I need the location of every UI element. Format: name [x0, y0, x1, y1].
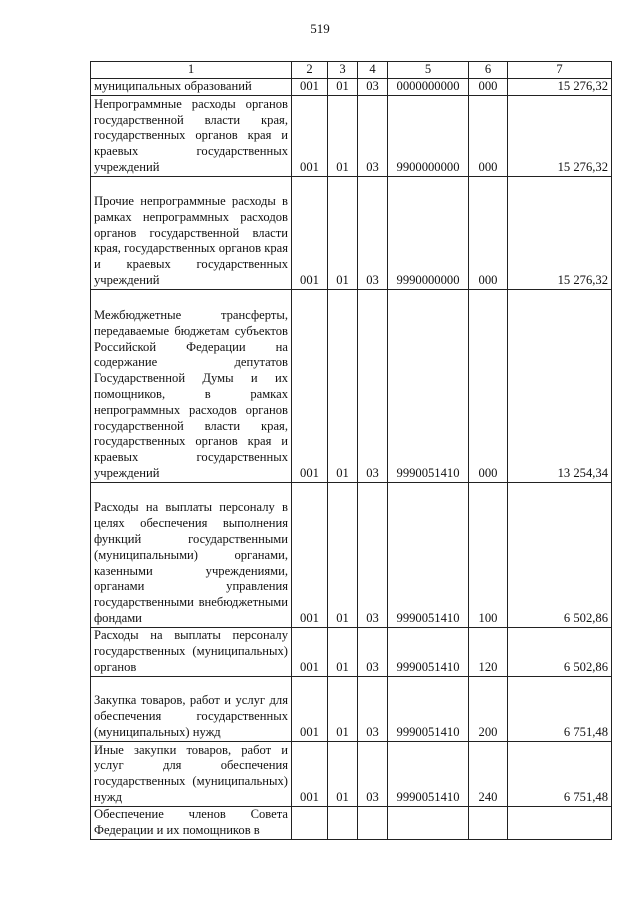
- row-code-6: 000: [469, 78, 508, 95]
- table-row: [91, 741, 612, 806]
- row-code-6: 240: [469, 741, 508, 806]
- row-code-4: 03: [358, 289, 388, 482]
- page-number: 519: [310, 21, 330, 36]
- row-description: Непрограммные расходы органов государственной власти края, государственных органов края и краевых государственных учреждений: [91, 95, 292, 176]
- table-row: [91, 806, 612, 839]
- row-code-6: 000: [469, 289, 508, 482]
- table-row: [91, 482, 612, 627]
- row-code-4: 03: [358, 627, 388, 676]
- row-amount: 6 502,86: [508, 482, 612, 627]
- budget-table: [90, 61, 612, 840]
- row-code-5: 9990051410: [388, 627, 469, 676]
- row-description: Иные закупки товаров, работ и услуг для обеспечения государственных (муниципальных) нужд: [91, 741, 292, 806]
- row-code-5: 0000000000: [388, 78, 469, 95]
- header-cell: 2: [292, 62, 328, 79]
- row-description: Расходы на выплаты персоналу в целях обеспечения выполнения функций государственными (муниципальными) органами, казенными учреждениями, органами управления государственными внебюджетными фондами: [91, 482, 292, 627]
- row-amount: 15 276,32: [508, 78, 612, 95]
- row-amount: 15 276,32: [508, 176, 612, 289]
- row-code-4: 03: [358, 95, 388, 176]
- table-row: [91, 176, 612, 289]
- row-description: муниципальных образований: [91, 78, 292, 95]
- row-amount: 15 276,32: [508, 95, 612, 176]
- row-code-5: 9990051410: [388, 741, 469, 806]
- row-code-2: 001: [292, 176, 328, 289]
- row-code-6: [469, 806, 508, 839]
- row-description: Прочие непрограммные расходы в рамках непрограммных расходов органов государственной власти края, государственных органов края и краевых государственных учреждений: [91, 176, 292, 289]
- row-code-2: 001: [292, 78, 328, 95]
- row-amount: [508, 806, 612, 839]
- row-code-6: 120: [469, 627, 508, 676]
- header-cell: 5: [388, 62, 469, 79]
- table-row: [91, 78, 612, 95]
- row-code-6: 200: [469, 676, 508, 741]
- row-code-2: 001: [292, 289, 328, 482]
- row-amount: 6 751,48: [508, 741, 612, 806]
- row-code-3: 01: [328, 627, 358, 676]
- table-header-row: [91, 62, 612, 79]
- row-code-3: [328, 806, 358, 839]
- row-code-6: 000: [469, 176, 508, 289]
- row-amount: 13 254,34: [508, 289, 612, 482]
- row-code-6: 100: [469, 482, 508, 627]
- row-description: Расходы на выплаты персоналу государственных (муниципальных) органов: [91, 627, 292, 676]
- table-row: [91, 95, 612, 176]
- table-row: [91, 289, 612, 482]
- row-code-3: 01: [328, 482, 358, 627]
- header-cell: 3: [328, 62, 358, 79]
- row-code-3: 01: [328, 78, 358, 95]
- table-row: [91, 676, 612, 741]
- row-code-3: 01: [328, 95, 358, 176]
- row-code-4: 03: [358, 482, 388, 627]
- row-code-4: 03: [358, 741, 388, 806]
- row-code-5: [388, 806, 469, 839]
- row-amount: 6 751,48: [508, 676, 612, 741]
- row-code-3: 01: [328, 289, 358, 482]
- row-code-5: 9900000000: [388, 95, 469, 176]
- row-description: Межбюджетные трансферты, передаваемые бюджетам субъектов Российской Федерации на содержание депутатов Государственной Думы и их помощников, в рамках непрограммных расходов органов государственной власти края, государственных органов края и краевых государственных учреждений: [91, 289, 292, 482]
- row-code-4: [358, 806, 388, 839]
- row-amount: 6 502,86: [508, 627, 612, 676]
- row-code-3: 01: [328, 176, 358, 289]
- row-code-2: 001: [292, 627, 328, 676]
- row-code-2: [292, 806, 328, 839]
- row-code-3: 01: [328, 676, 358, 741]
- header-cell: 1: [91, 62, 292, 79]
- row-code-2: 001: [292, 741, 328, 806]
- row-code-5: 9990051410: [388, 676, 469, 741]
- header-cell: 7: [508, 62, 612, 79]
- header-cell: 6: [469, 62, 508, 79]
- row-code-5: 9990051410: [388, 289, 469, 482]
- row-code-2: 001: [292, 676, 328, 741]
- row-code-6: 000: [469, 95, 508, 176]
- header-cell: 4: [358, 62, 388, 79]
- row-code-4: 03: [358, 676, 388, 741]
- row-code-5: 9990051410: [388, 482, 469, 627]
- row-code-5: 9990000000: [388, 176, 469, 289]
- row-code-3: 01: [328, 741, 358, 806]
- row-code-4: 03: [358, 78, 388, 95]
- row-code-2: 001: [292, 482, 328, 627]
- row-code-4: 03: [358, 176, 388, 289]
- table-row: [91, 627, 612, 676]
- row-description: Закупка товаров, работ и услуг для обеспечения государственных (муниципальных) нужд: [91, 676, 292, 741]
- row-code-2: 001: [292, 95, 328, 176]
- row-description: Обеспечение членов Совета Федерации и их помощников в: [91, 806, 292, 839]
